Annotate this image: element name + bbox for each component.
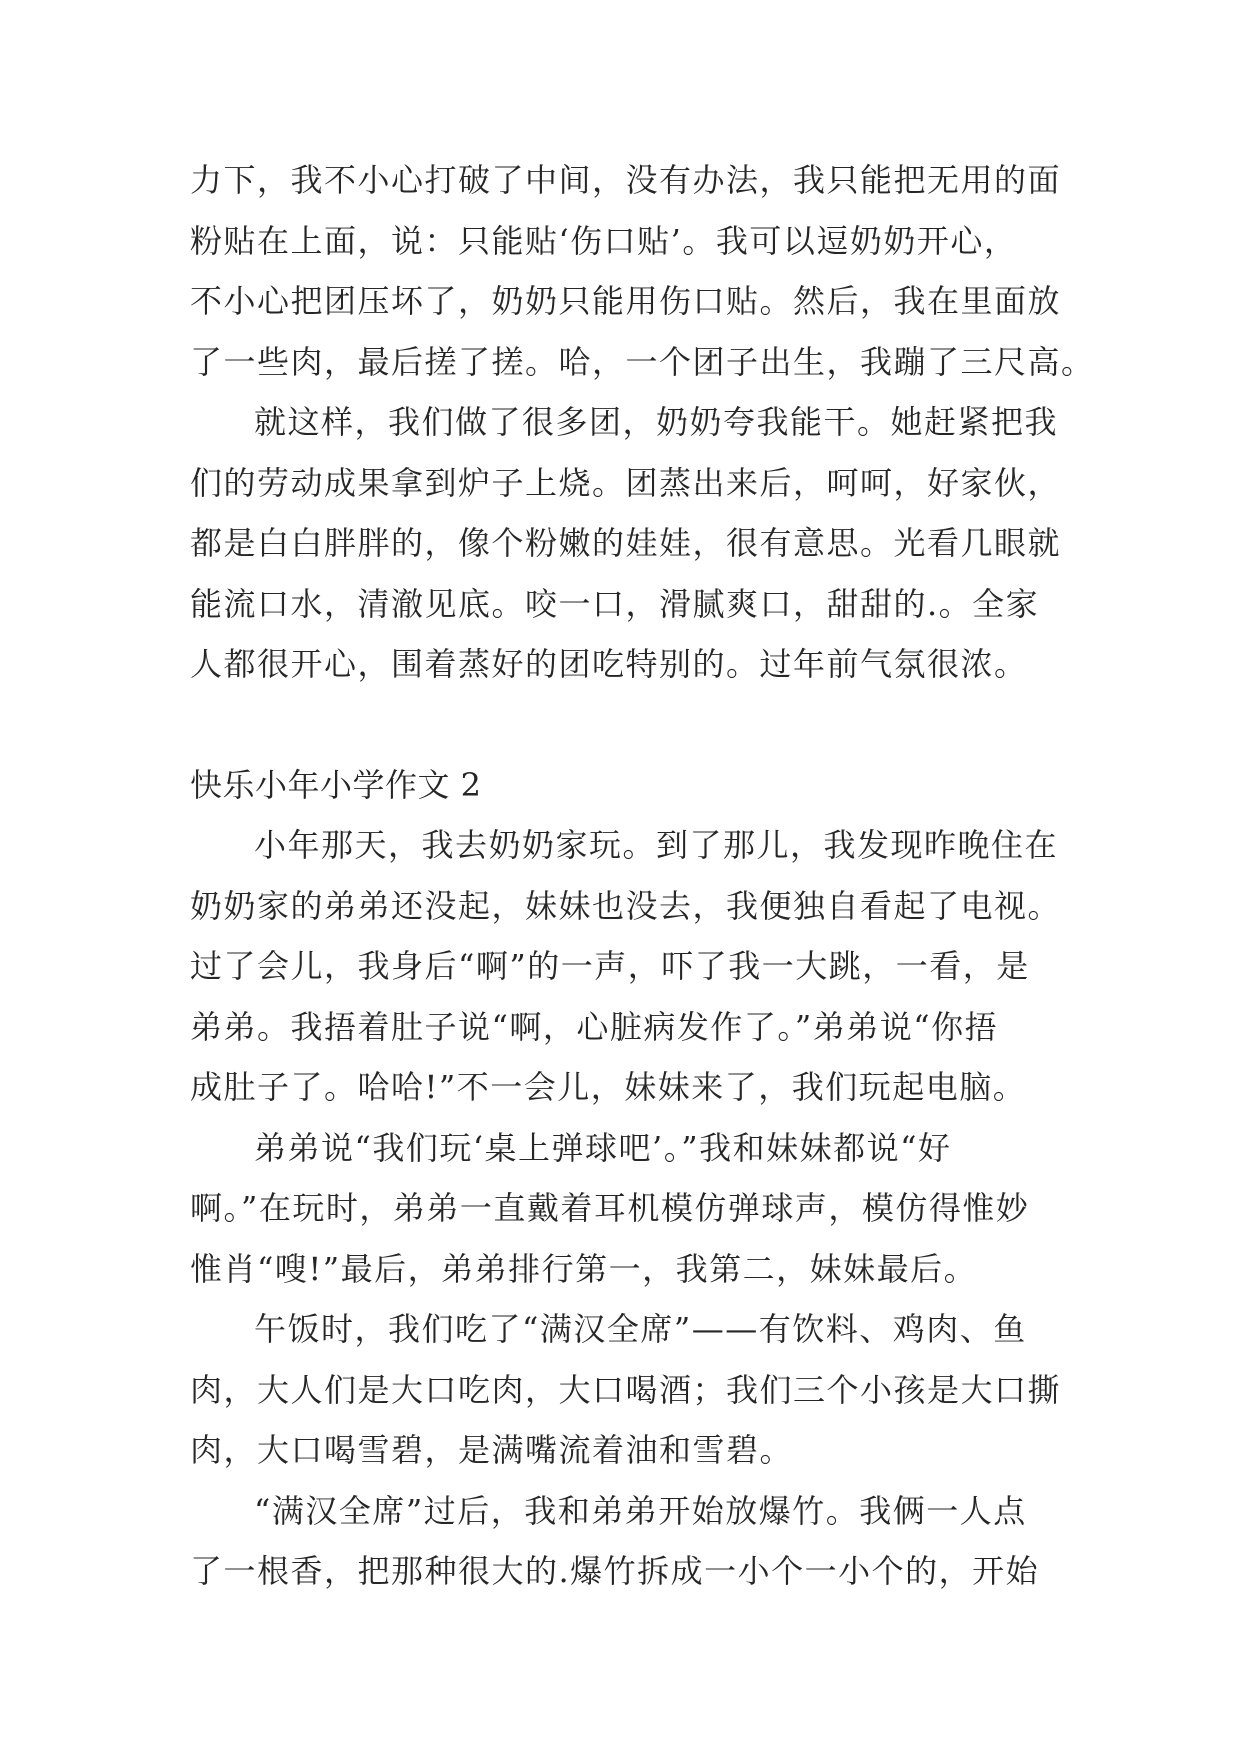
paragraph xyxy=(190,150,1095,392)
text-line: 奶奶家的弟弟还没起，妹妹也没去，我便独自看起了电视。 xyxy=(190,886,1062,925)
text-line: 成肚子了。哈哈!”不一会儿，妹妹来了，我们玩起电脑。 xyxy=(190,1068,1027,1106)
paragraph xyxy=(190,392,1060,695)
text-line: 了一些肉，最后搓了搓。哈，一个团子出生，我蹦了三尺高。 xyxy=(190,342,1095,381)
text-line: 午饭时，我们吃了“满汉全席”——有饮料、鸡肉、鱼 xyxy=(254,1310,1027,1348)
text-line: 弟弟说“我们玩‘桌上弹球吧’。”我和妹妹都说“好 xyxy=(254,1128,952,1167)
text-line: 粉贴在上面，说：只能贴‘伤口贴’。我可以逗奶奶开心， xyxy=(190,221,1018,260)
paragraph xyxy=(190,1481,1060,1602)
text-line: 啊。”在玩时，弟弟一直戴着耳机模仿弹球声，模仿得惟妙 xyxy=(190,1189,1030,1227)
text-line: “满汉全席”过后，我和弟弟开始放爆竹。我俩一人点 xyxy=(254,1491,1027,1530)
paragraph xyxy=(190,1299,1060,1481)
text-line: 能流口水，清澈见底。咬一口，滑腻爽口，甜甜的.。全家 xyxy=(190,584,1040,623)
text-line: 惟肖“嗖!”最后，弟弟排行第一，我第二，妹妹最后。 xyxy=(190,1249,978,1288)
text-line: 人都很开心，围着蒸好的团吃特别的。过年前气氛很浓。 xyxy=(190,645,1028,683)
text-line: 力下，我不小心打破了中间，没有办法，我只能把无用的面 xyxy=(190,161,1062,199)
text-line: 们的劳动成果拿到炉子上烧。团蒸出来后，呵呵，好家伙， xyxy=(190,463,1062,502)
text-line: 就这样，我们做了很多团，奶奶夸我能干。她赶紧把我 xyxy=(254,403,1059,441)
paragraph xyxy=(190,1118,1060,1300)
text-line: 过了会儿，我身后“啊”的一声，吓了我一大跳，一看，是 xyxy=(190,947,1030,985)
text-line: 都是白白胖胖的，像个粉嫩的娃娃，很有意思。光看几眼就 xyxy=(190,524,1062,562)
text-line: 弟弟。我捂着肚子说“啊，心脏病发作了。”弟弟说“你捂 xyxy=(190,1007,999,1046)
section-title: 快乐小年小学作文 2 xyxy=(190,765,482,804)
text-line: 肉，大人们是大口吃肉，大口喝酒；我们三个小孩是大口撕 xyxy=(190,1370,1062,1409)
text-line: 了一根香，把那种很大的.爆竹拆成一小个一小个的，开始 xyxy=(190,1552,1040,1590)
section-title-block xyxy=(190,755,1060,816)
text-line: 小年那天，我去奶奶家玩。到了那儿，我发现昨晚住在 xyxy=(254,826,1059,864)
text-line: 不小心把团压坏了，奶奶只能用伤口贴。然后，我在里面放 xyxy=(190,282,1062,320)
text-line: 肉，大口喝雪碧，是满嘴流着油和雪碧。 xyxy=(190,1431,794,1469)
paragraph xyxy=(190,815,1060,1118)
document-body xyxy=(190,150,1095,1602)
